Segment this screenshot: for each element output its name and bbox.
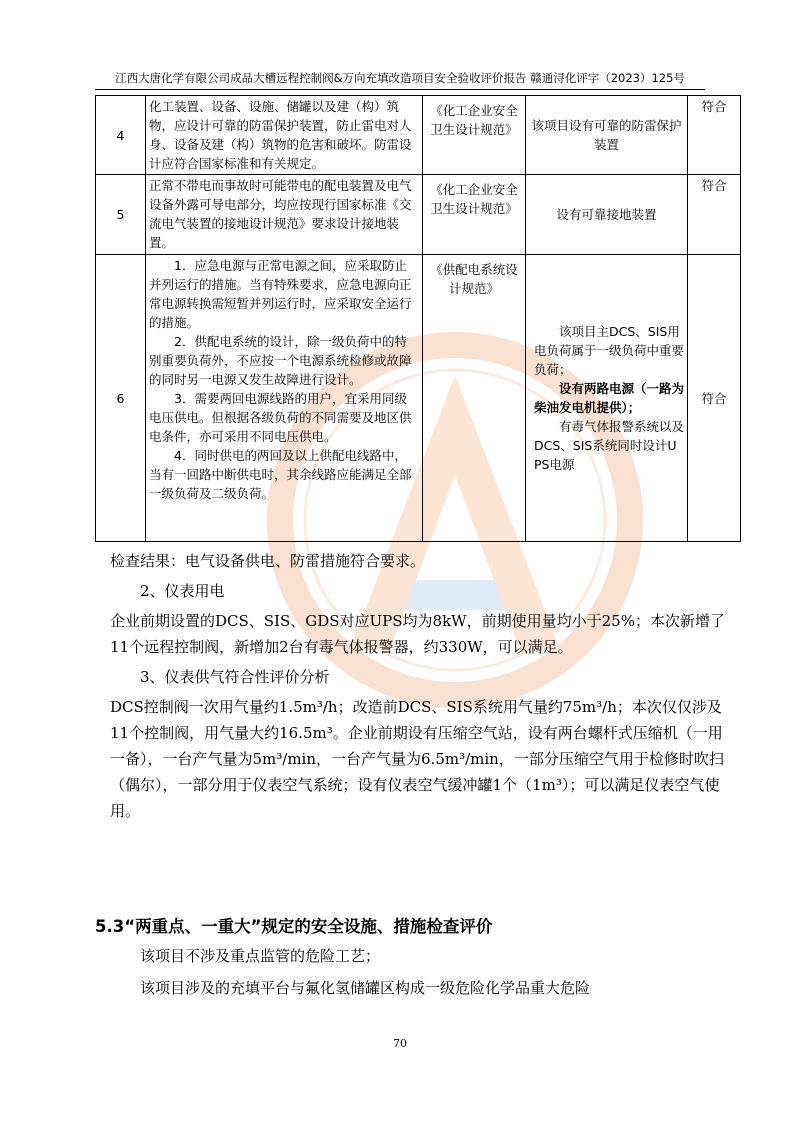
requirements-table [95, 95, 741, 542]
paragraph: 该项目不涉及重点监管的危险工艺； [140, 947, 381, 965]
row-number: 6 [96, 255, 146, 542]
result-line: 有毒气体报警系统以及DCS、SIS系统同时设计UPS电源 [534, 419, 685, 472]
result-line: 该项目主DCS、SIS用电负荷属于一级负荷中重要负荷； [534, 324, 685, 377]
requirement-cell: 正常不带电而事故时可能带电的配电装置及电气设备外露可导电部分，均应按现行国家标准《交流电气装置的接地设计规范》要求设计接地装置。 [146, 175, 423, 255]
paragraph: DCS控制阀一次用气量约1.5m³/h；改造前DCS、SIS系统用气量约75m³/h；本次仅仅涉及11个控制阀，用气量大约16.5m³。企业前期设有压缩空气站，设有两台螺杆式压缩机（一用一备），一台产气量为5m³/min，一台产气量为6.5m³/min，一部分压缩空气用于检修时吹扫（偶尔），一部分用于仪表空气系统；设有仪表空气缓冲罐1个（1m³）；可以满足仪表空气使用。 [110, 698, 724, 820]
section-body [110, 943, 730, 1001]
paragraph: 该项目涉及的充填平台与氟化氢储罐区构成一级危险化学品重大危险 [140, 979, 591, 997]
subheading: 3、仪表供气符合性评价分析 [140, 668, 330, 686]
result-line-bold: 设有两路电源（一路为柴油发电机提供）； [534, 381, 685, 415]
conclusion-cell: 符合 [688, 255, 741, 542]
requirement-cell [146, 255, 423, 542]
table-row [96, 175, 741, 255]
requirement-item: 4．同时供电的两回及以上供配电线路中，当有一回路中断供电时，其余线路应能满足全部一级负荷及二级负荷。 [149, 448, 412, 501]
result-cell [526, 255, 688, 542]
standard-cell: 《化工企业安全卫生设计规范》 [423, 175, 526, 255]
requirement-cell: 化工装置、设备、设施、储罐以及建（构）筑物，应设计可靠的防雷保护装置，防止雷电对人身、设备及建（构）筑物的危害和破坏。防雷设计应符合国家标准和有关规定。 [146, 96, 423, 175]
table-row [96, 255, 741, 542]
page-header: 江西大唐化学有限公司成品大槽远程控制阀&万向充填改造项目安全验收评价报告 赣通浔化评字（2023）125号 [95, 70, 705, 90]
standard-cell: 《供配电系统设计规范》 [423, 255, 526, 542]
result-cell: 设有可靠接地装置 [526, 175, 688, 255]
table-row [96, 96, 741, 175]
page-number: 70 [393, 1037, 407, 1050]
requirement-item: 2．供配电系统的设计，除一级负荷中的特别重要负荷外，不应按一个电源系统检修或故障的同时另一电源又发生故障进行设计。 [149, 334, 412, 387]
check-result: 检查结果：电气设备供电、防雷措施符合要求。 [110, 552, 426, 570]
requirement-item: 3．需要两回电源线路的用户，宜采用同级电压供电。但根据各级负荷的不同需要及地区供电条件，亦可采用不同电压供电。 [149, 391, 412, 444]
section-title: 5.3“两重点、一重大”规定的安全设施、措施检查评价 [95, 917, 493, 936]
result-cell: 该项目设有可靠的防雷保护装置 [526, 96, 688, 175]
conclusion-cell: 符合 [688, 175, 741, 255]
body-text [110, 548, 730, 824]
paragraph: 企业前期设置的DCS、SIS、GDS对应UPS均为8kW，前期使用量均小于25%；本次新增了11个远程控制阀，新增加2台有毒气体报警器，约330W，可以满足。 [110, 612, 725, 656]
requirement-item: 1．应急电源与正常电源之间，应采取防止并列运行的措施。当有特殊要求，应急电源向正常电源转换需短暂并列运行时，应采取安全运行的措施。 [149, 258, 412, 330]
row-number: 4 [96, 96, 146, 175]
row-number: 5 [96, 175, 146, 255]
subheading: 2、仪表用电 [140, 582, 225, 600]
standard-cell: 《化工企业安全卫生设计规范》 [423, 96, 526, 175]
conclusion-cell: 符合 [688, 96, 741, 175]
